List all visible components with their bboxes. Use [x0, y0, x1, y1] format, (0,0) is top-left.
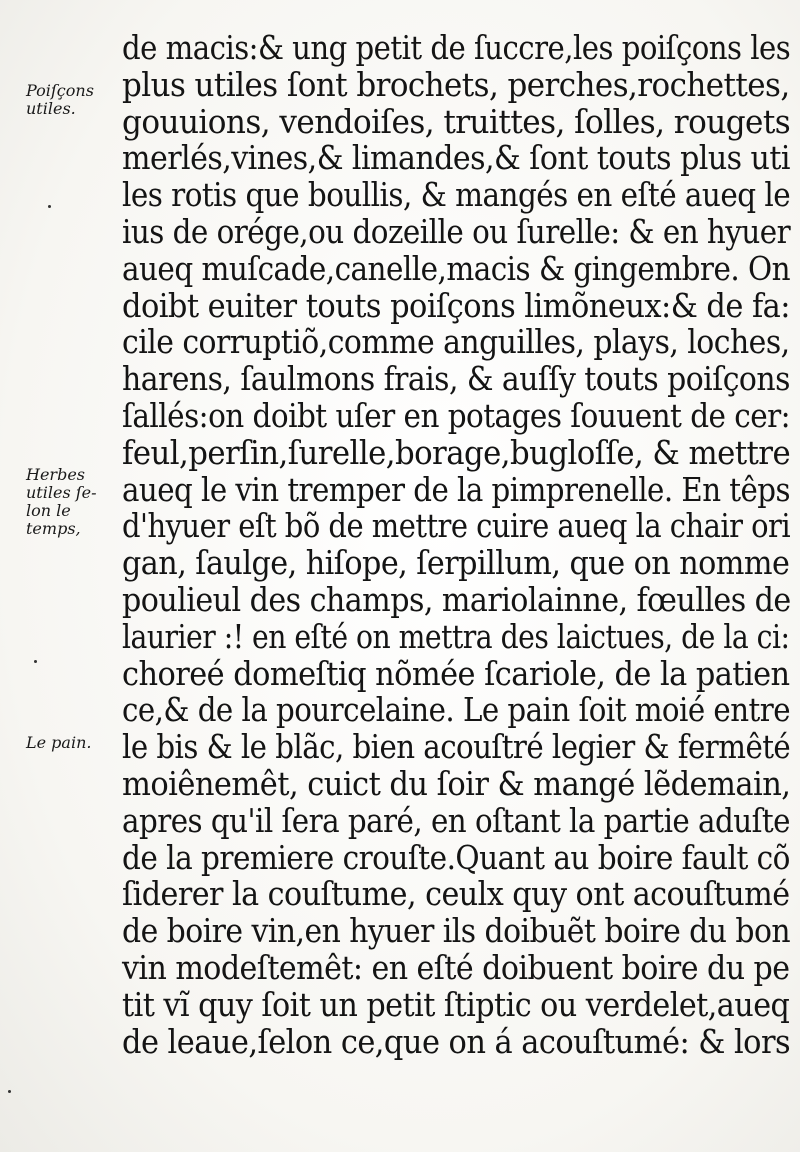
margin-note-line: lon le	[26, 501, 71, 520]
text-line: plus utiles ſont brochets, perches,rochettes,	[122, 64, 790, 104]
text-line: de boire vin,en hyuer ils doibuẽt boire du bon	[122, 911, 791, 951]
text-line: gan, ſaulge, hiſope, ſerpillum, que on nomme	[122, 543, 790, 583]
text-line: apres qu'il ſera paré, en oſtant la partie aduſte	[122, 800, 791, 840]
text-line: cile corruptiõ,comme anguilles, plays, loches,	[122, 322, 790, 362]
text-line: de la premiere crouſte.Quant au boire fault cõ	[122, 837, 790, 877]
text-line: ſiderer la couſtume, ceulx quy ont acouſtumé	[122, 874, 790, 914]
text-line: choreé domeſtiq nõmée ſcariole, de la patien	[122, 653, 790, 693]
text-line: moiênemêt, cuict du ſoir & mangé lẽdemain,	[122, 763, 791, 803]
text-line: tit vĩ quy ſoit un petit ſtiptic ou verdelet,aueq	[122, 984, 790, 1024]
margin-note-poissons-utiles	[26, 82, 126, 118]
text-line: merlés,vines,& limandes,& ſont touts plus uti	[122, 138, 790, 178]
margin-note-line: temps,	[26, 519, 81, 538]
text-line: de leaue,ſelon ce,que on á acouſtumé: & lors	[122, 1021, 791, 1061]
text-line: laurier :! en eſté on mettra des laictues, de la ci:	[122, 616, 790, 656]
margin-note-line: Herbes	[26, 465, 85, 484]
text-line: feul,perſin,ſurelle,borage,bugloſſe, & mettre	[122, 432, 791, 472]
text-line: d'hyuer eſt bõ de mettre cuire aueq la chair ori	[122, 506, 791, 546]
text-line: doibt euiter touts poiſçons limõneux:& de fa:	[122, 285, 790, 325]
margin-note-le-pain	[26, 734, 126, 752]
text-line: aueq muſcade,canelle,macis & gingembre. On	[122, 248, 791, 288]
text-line: de macis:& ung petit de ſuccre,les poiſçons les	[122, 28, 791, 67]
text-line: gouuions, vendoiſes, truittes, ſolles, rougets	[122, 101, 791, 141]
text-line: les rotis que boullis, & mangés en eſté aueq le	[122, 175, 791, 215]
text-line: poulieul des champs, mariolainne, fœulles de	[122, 579, 791, 619]
margin-note-line: Poiſçons	[26, 81, 94, 100]
text-line: vin modeſtemêt: en eſté doibuent boire du pe	[122, 947, 790, 987]
text-line: aueq le vin tremper de la pimprenelle. En têps	[122, 469, 791, 509]
ink-speck	[34, 660, 37, 663]
text-line: harens, ſaulmons frais, & auſſy touts poiſçons	[122, 359, 790, 399]
margin-note-line: utiles.	[26, 99, 76, 118]
margin-note-line: Le pain.	[26, 733, 92, 752]
text-line: ſallés:on doibt uſer en potages ſouuent de cer:	[122, 395, 791, 435]
margin-note-herbes-utiles	[26, 466, 126, 538]
text-line: ce,& de la pourcelaine. Le pain ſoit moié entre	[122, 690, 791, 730]
text-line: ius de orége,ou dozeille ou ſurelle: & en hyuer	[122, 211, 791, 251]
margin-note-line: utiles ſe-	[26, 483, 97, 502]
ink-speck	[48, 205, 51, 208]
text-line: le bis & le blãc, bien acouſtré legier & fermêté	[122, 727, 791, 767]
main-text-block	[122, 28, 791, 1061]
ink-speck	[8, 1090, 11, 1093]
